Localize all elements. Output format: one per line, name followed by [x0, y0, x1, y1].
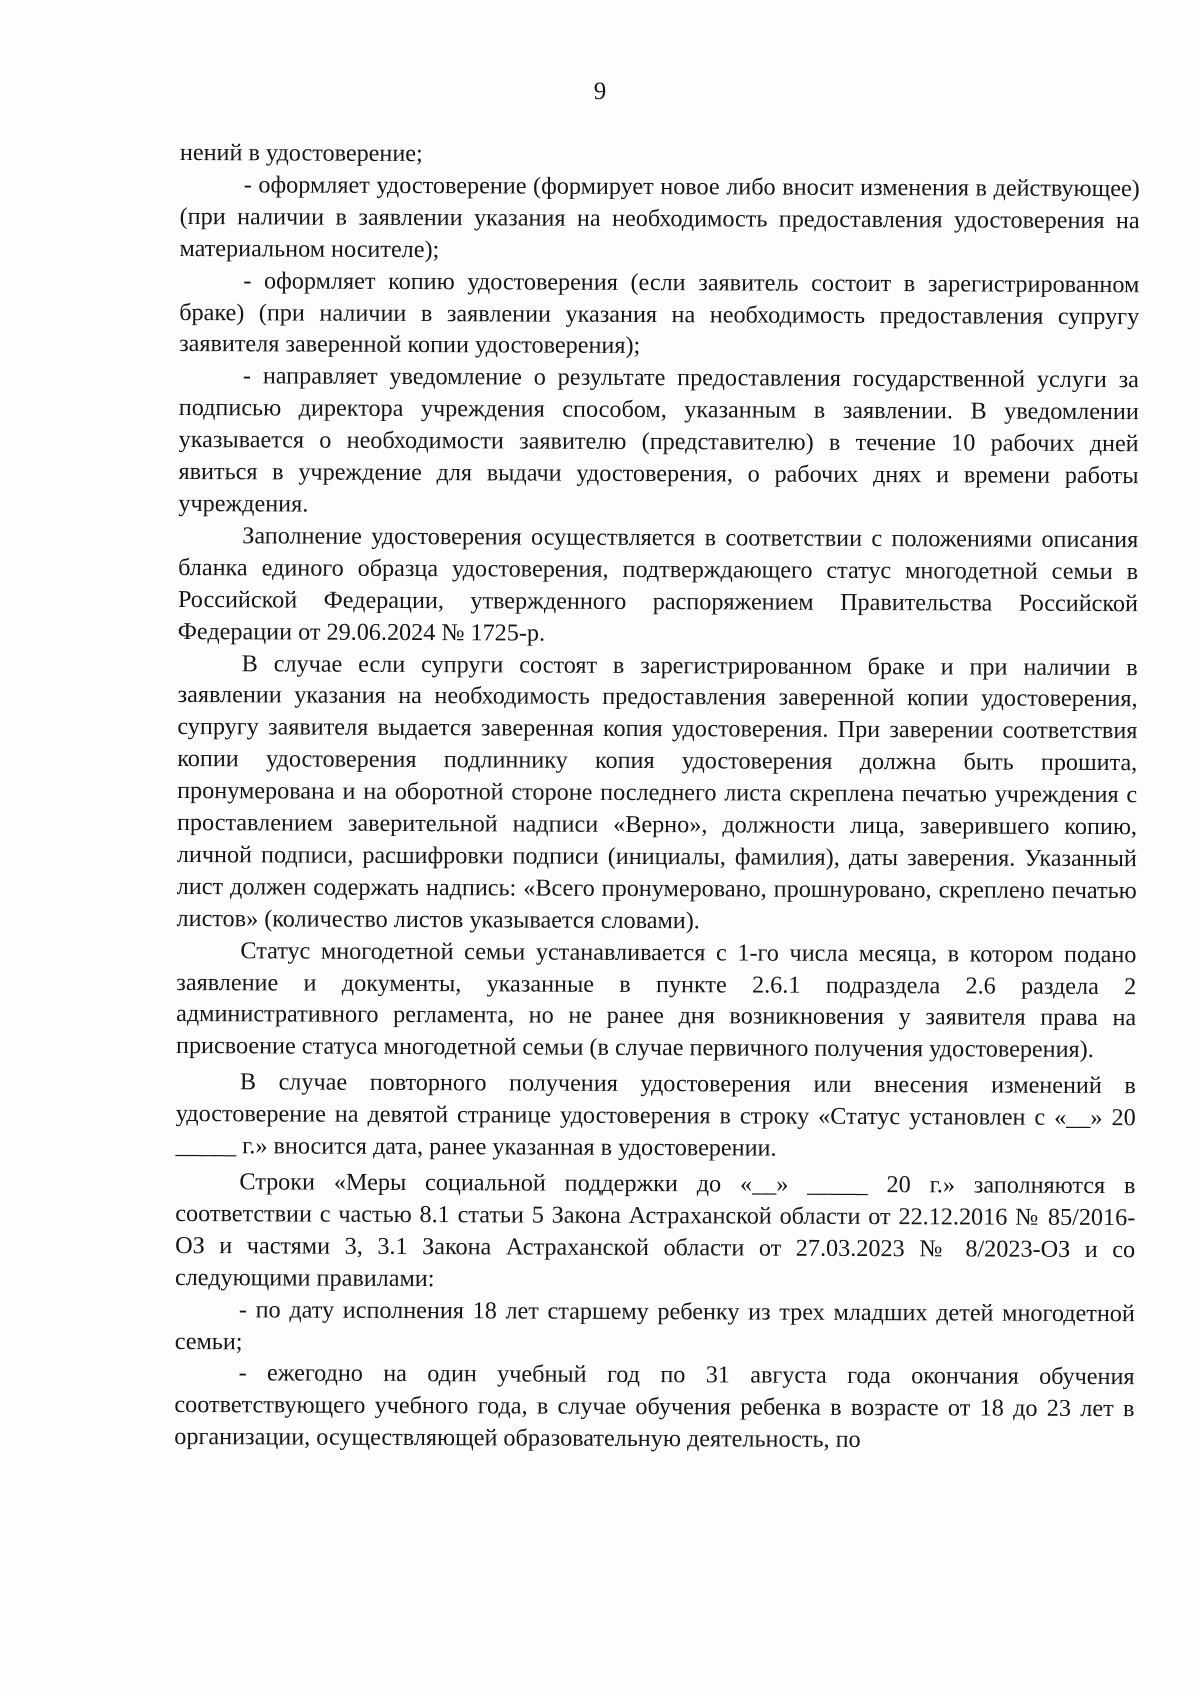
paragraph-status-established: Статус многодетной семьи устанавливается с 1-го числа месяца, в котором подано заявление и документы, указанные в пункте 2.6.1 подраздела 2.6 раздела 2 административного регламента, но не ранее дня возникновения у заявителя права на присвоение статуса многодетной семьи (в случае первичного получения удостоверения). — [175, 936, 1137, 1064]
paragraph-spouse-copy: В случае если супруги состоят в зарегистрированном браке и при наличии в заявлении указания на необходимость предоставления заверенной копии удостоверения, супругу заявителя выдается заверенная копия удостоверения. При заверении соответствия копии удостоверения подлиннику копия удостоверения должна быть прошита, пронумерована и на оборотной стороне последнего листа скреплена печатью учреждения с проставлением заверительной надписи «Верно», должности лица, заверившего копию, личной подписи, расшифровки подписи (инициалы, фамилия), даты заверения. Указанный лист должен содержать надпись: «Всего пронумеровано, прошнуровано, скреплено печатью листов» (количество листов указывается словами). — [176, 649, 1138, 935]
page-number: 9 — [593, 78, 607, 105]
paragraph-rule-education: - ежегодно на один учебный год по 31 августа года окончания обучения соответствующего учебного года, в случае обучения ребенка в возрасте от 18 до 23 лет в организации, осуществляющей образовательную деятельность, по — [174, 1359, 1135, 1454]
paragraph-issue-certificate: - оформляет удостоверение (формирует новое либо вносит изменения в действующее) (при наличии в заявлении указания на необходимость предоставления удостоверения на материальном носителе); — [179, 171, 1140, 263]
paragraph-filling-certificate: Заполнение удостоверения осуществляется в соответствии с положениями описания бланка единого образца удостоверения, подтверждающего статус многодетной семьи в Российской Федерации, утвержденного распоряжением Правительства Российской Федерации от 29.06.2024 № 1725-р. — [177, 522, 1139, 647]
paragraph-rule-age-18: - по дату исполнения 18 лет старшему ребенку из трех младших детей многодетной семьи; — [174, 1295, 1135, 1355]
paragraph-support-measures: Строки «Меры социальной поддержки до «__» _____ 20 г.» заполняются в соответствии с частью 8.1 статьи 5 Закона Астраханской области от 22.12.2016 № 85/2016-ОЗ и частями 3, 3.1 Закона Астраханской области от 27.03.2023 № 8/2023-ОЗ и со следующими правилами: — [174, 1168, 1136, 1292]
paragraph-continuation: нений в удостоверение; — [179, 138, 423, 168]
paragraph-send-notice: - направляет уведомление о результате предоставления государственной услуги за подписью директора учреждения способом, указанным в заявлении. В уведомлении указывается о необходимости заявителю (представителю) в течение 10 рабочих дней явиться в учреждение для выдачи удостоверения, о рабочих днях и времени работы учреждения. — [178, 362, 1140, 518]
paragraph-copy-certificate: - оформляет копию удостоверения (если заявитель состоит в зарегистрированном браке) (при наличии в заявлении указания на необходимость предоставления супругу заявителя заверенной копии удостоверения); — [179, 266, 1140, 360]
paragraph-repeated-receipt: В случае повторного получения удостоверения или внесения изменений в удостоверение на девятой странице удостоверения в строку «Статус установлен с «__» 20 _____ г.» вносится дата, ранее указанная в удостоверении. — [175, 1068, 1136, 1162]
document-body — [174, 137, 1140, 1457]
